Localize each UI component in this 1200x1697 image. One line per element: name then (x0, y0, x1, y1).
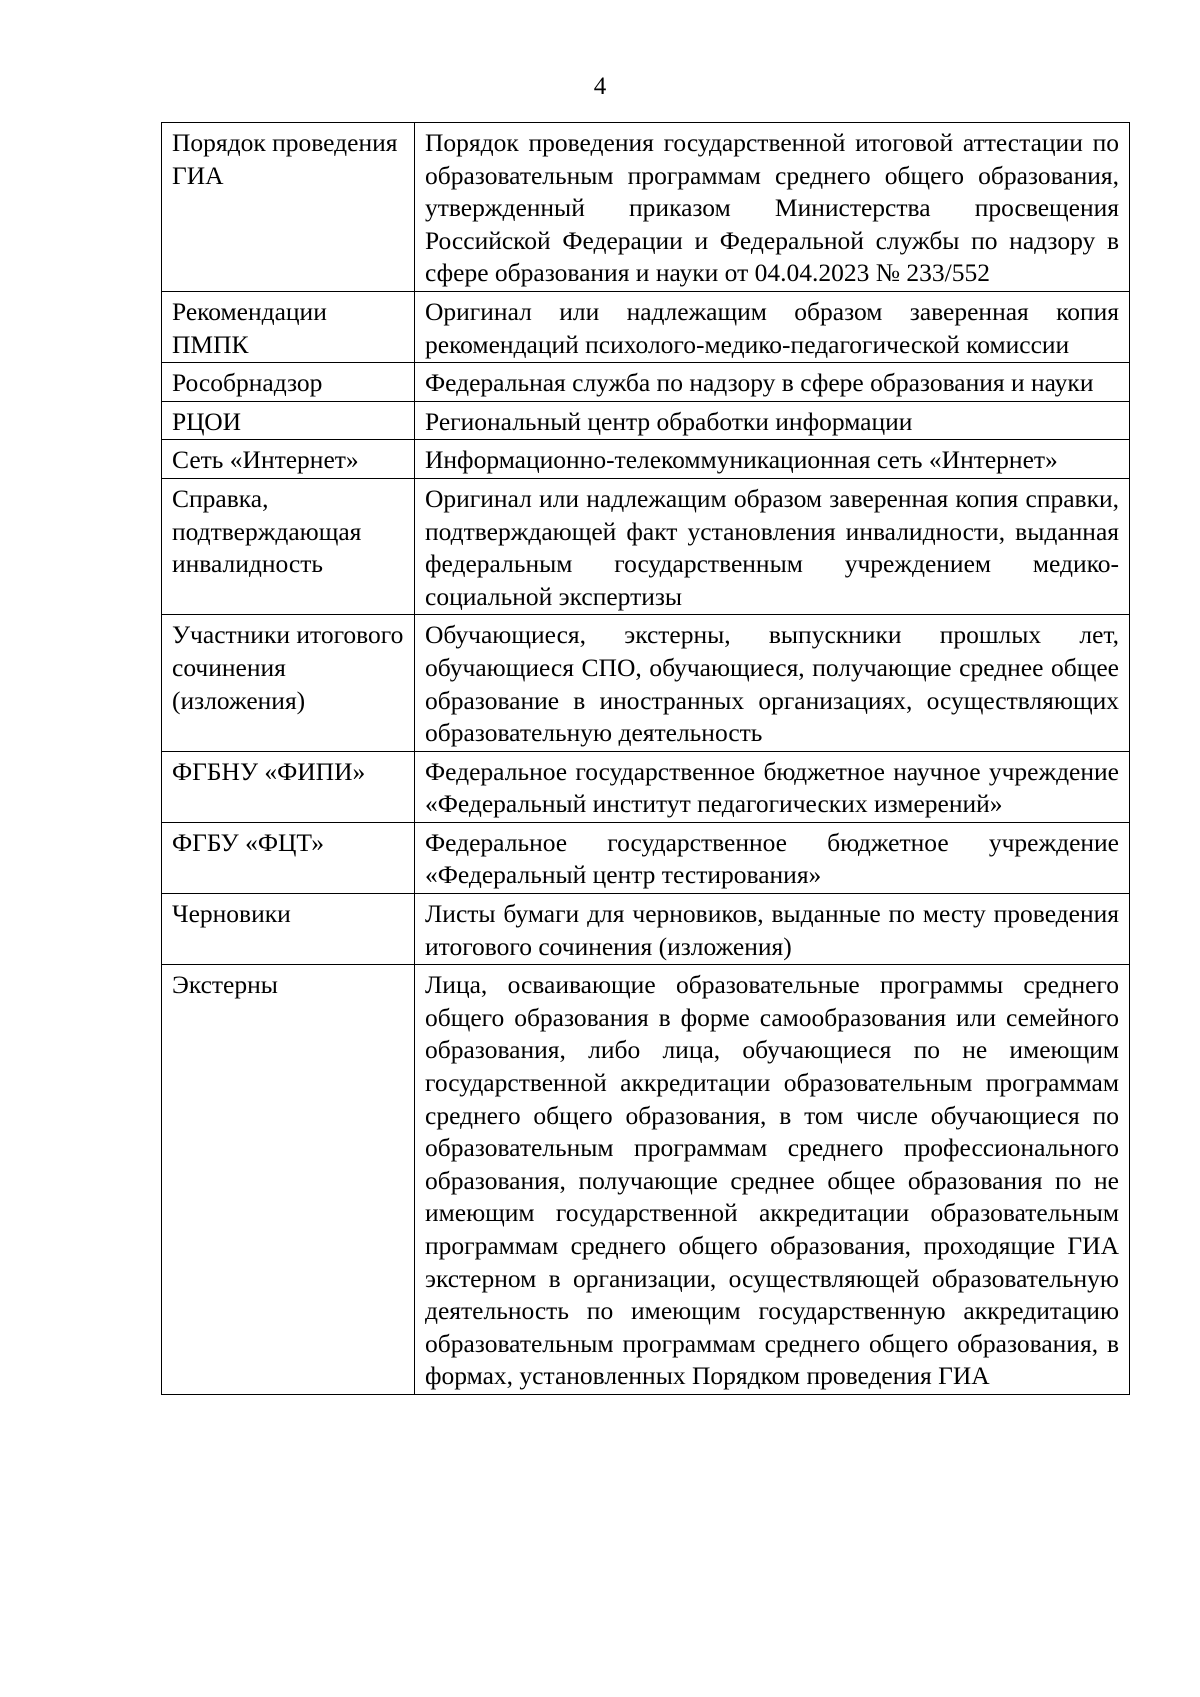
term-cell: Черновики (162, 894, 415, 965)
definition-cell: Федеральное государственное бюджетное учреждение «Федеральный центр тестирования» (415, 822, 1130, 893)
definition-cell: Лица, осваивающие образовательные программы среднего общего образования в форме самообразования или семейного образования, либо лица, обучающиеся по не имеющим государственной аккредитации образовательным программам среднего общего образования, в том числе обучающиеся по образовательным программам среднего профессионального образования, получающие среднее общее образования по не имеющим государственной аккредитации образовательным программам среднего общего образования, проходящие ГИА экстерном в организации, осуществляющей образовательную деятельность по имеющим государственную аккредитацию образовательным программам среднего общего образования, в формах, установленных Порядком проведения ГИА (415, 965, 1130, 1395)
table-row (162, 965, 1130, 1395)
table-row (162, 440, 1130, 479)
definition-cell: Региональный центр обработки информации (415, 401, 1130, 440)
table-row (162, 478, 1130, 614)
definition-cell: Обучающиеся, экстерны, выпускники прошлых лет, обучающиеся СПО, обучающиеся, получающие среднее общее образование в иностранных организациях, осуществляющих образовательную деятельность (415, 615, 1130, 751)
definition-cell: Информационно-телекоммуникационная сеть «Интернет» (415, 440, 1130, 479)
table-row (162, 751, 1130, 822)
term-cell: ФГБНУ «ФИПИ» (162, 751, 415, 822)
page-number: 4 (593, 73, 607, 100)
term-cell: Справка, подтверждающая инвалидность (162, 478, 415, 614)
definition-cell: Листы бумаги для черновиков, выданные по месту проведения итогового сочинения (изложения) (415, 894, 1130, 965)
table-row (162, 363, 1130, 402)
term-cell: Экстерны (162, 965, 415, 1395)
table-row (162, 291, 1130, 362)
table-row (162, 401, 1130, 440)
terms-table (161, 122, 1130, 1395)
definition-cell: Оригинал или надлежащим образом заверенная копия рекомендаций психолого-медико-педагогической комиссии (415, 291, 1130, 362)
definition-cell: Федеральное государственное бюджетное научное учреждение «Федеральный институт педагогических измерений» (415, 751, 1130, 822)
term-cell: Рекомендации ПМПК (162, 291, 415, 362)
table-row (162, 123, 1130, 292)
table-row (162, 894, 1130, 965)
definition-cell: Порядок проведения государственной итоговой аттестации по образовательным программам среднего общего образования, утвержденный приказом Министерства просвещения Российской Федерации и Федеральной службы по надзору в сфере образования и науки от 04.04.2023 № 233/552 (415, 123, 1130, 292)
term-cell: Участники итогового сочинения (изложения) (162, 615, 415, 751)
term-cell: Рособрнадзор (162, 363, 415, 402)
term-cell: Порядок проведения ГИА (162, 123, 415, 292)
definition-cell: Оригинал или надлежащим образом заверенная копия справки, подтверждающей факт установления инвалидности, выданная федеральным государственным учреждением медико-социальной экспертизы (415, 478, 1130, 614)
term-cell: ФГБУ «ФЦТ» (162, 822, 415, 893)
table-row (162, 822, 1130, 893)
table-row (162, 615, 1130, 751)
definition-cell: Федеральная служба по надзору в сфере образования и науки (415, 363, 1130, 402)
term-cell: РЦОИ (162, 401, 415, 440)
term-cell: Сеть «Интернет» (162, 440, 415, 479)
